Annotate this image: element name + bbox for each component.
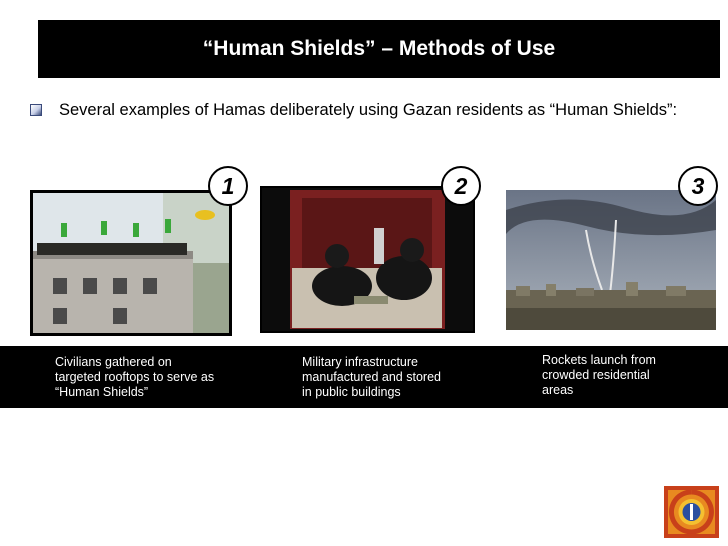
example-number-badge-2	[441, 166, 481, 206]
slide-title: “Human Shields” – Methods of Use	[202, 37, 556, 60]
rockets-image	[506, 190, 716, 330]
caption-line: Civilians gathered on	[55, 355, 172, 369]
badge-number: 2	[454, 172, 468, 199]
square-bullet-icon	[30, 104, 42, 116]
photo-rockets	[506, 190, 716, 330]
example-number-badge-3	[678, 166, 718, 206]
caption-line: “Human Shields”	[55, 385, 149, 399]
rooftop-image	[33, 193, 229, 333]
caption-2	[302, 355, 441, 400]
caption-line: crowded residential	[542, 368, 650, 382]
indoor-image	[262, 188, 473, 331]
bullet-text: Several examples of Hamas deliberately using Gazan residents as “Human Shields”:	[59, 101, 678, 119]
caption-line: manufactured and stored	[302, 370, 441, 384]
slide-title-bar	[38, 20, 720, 78]
caption-line: Rockets launch from	[542, 353, 656, 367]
emblem-logo-icon	[664, 486, 719, 538]
badge-number: 1	[221, 172, 235, 199]
caption-line: targeted rooftops to serve as	[55, 370, 215, 384]
caption-line: in public buildings	[302, 385, 401, 399]
badge-number: 3	[691, 172, 705, 199]
photo-indoor	[260, 186, 475, 333]
photo-rooftop	[30, 190, 232, 336]
bullet-item	[30, 100, 710, 121]
caption-1	[55, 355, 214, 400]
caption-line: areas	[542, 383, 574, 397]
example-number-badge-1	[208, 166, 248, 206]
caption-3	[542, 353, 656, 398]
caption-line: Military infrastructure	[302, 355, 418, 369]
